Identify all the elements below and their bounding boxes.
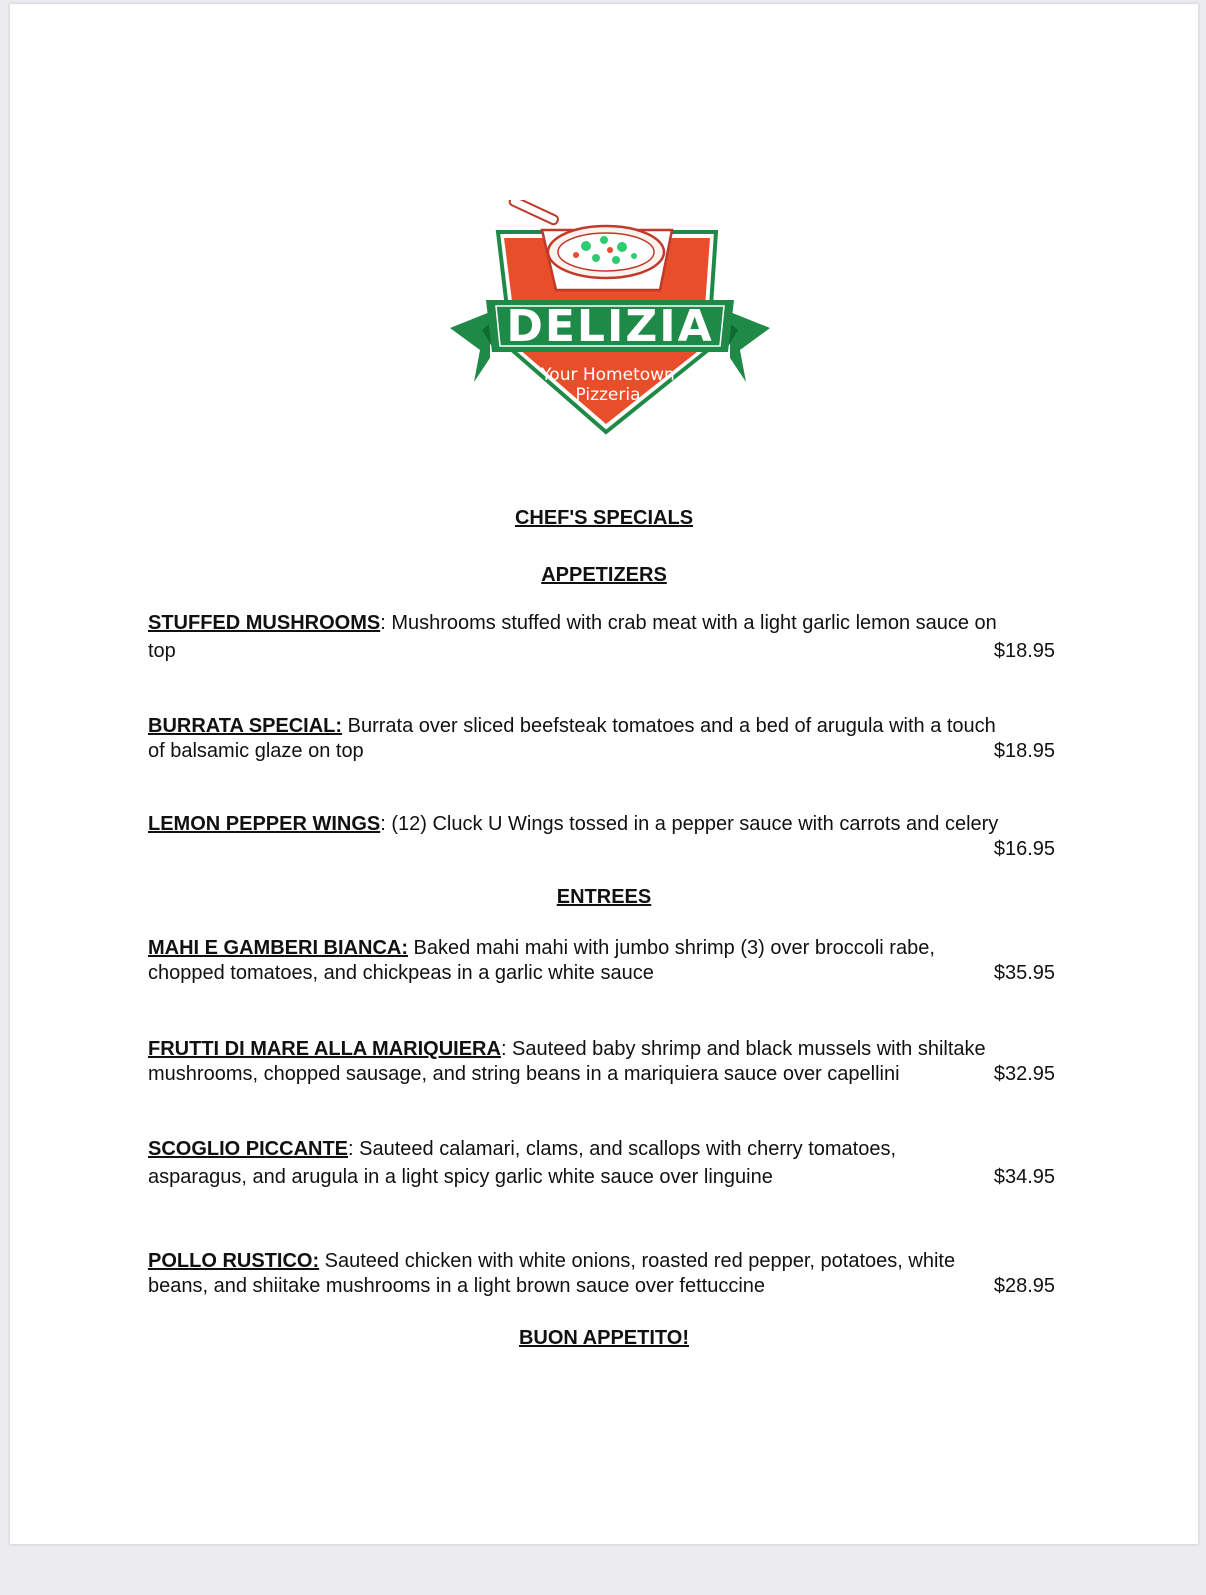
item-desc: Burrata over sliced beefsteak tomatoes and a bed of arugula with a touch [342,715,996,737]
item-desc: Sauteed chicken with white onions, roasted red pepper, potatoes, white [319,1250,956,1272]
entree-item [148,1249,1055,1299]
appetizers-heading: APPETIZERS [541,564,667,586]
item-price: $18.95 [993,740,1055,762]
entree-item [148,1137,1055,1190]
entree-item [148,936,1055,986]
item-desc: Mushrooms stuffed with crab meat with a light garlic lemon sauce on [385,612,997,634]
item-name: LEMON PEPPER WINGS [148,813,381,835]
appetizer-item [148,714,1055,764]
item-desc-cont: asparagus, and arugula in a light spicy garlic white sauce over linguine [148,1166,773,1188]
item-name: MAHI E GAMBERI BIANCA: [148,937,408,959]
delizia-logo [446,200,774,440]
item-desc-cont: of balsamic glaze on top [148,740,364,762]
item-desc: Sauteed calamari, clams, and scallops with cherry tomatoes, [353,1138,897,1160]
item-desc-cont: mushrooms, chopped sausage, and string beans in a mariquiera sauce over capellini [148,1063,900,1085]
closing-heading: BUON APPETITO! [518,1327,689,1349]
item-desc-cont: beans, and shiitake mushrooms in a light brown sauce over fettuccine [148,1275,766,1297]
item-desc: Sauteed baby shrimp and black mussels with shiltake [506,1038,986,1060]
item-name: POLLO RUSTICO: [148,1250,320,1272]
entrees-heading: ENTREES [556,886,652,908]
appetizer-item [148,611,1055,664]
item-name: FRUTTI DI MARE ALLA MARIQUIERA [148,1038,501,1060]
item-name: SCOGLIO PICCANTE [148,1138,349,1160]
menu-page [10,4,1198,1544]
item-sep: : [500,1038,507,1060]
item-price: $18.95 [993,640,1055,662]
item-desc: (12) Cluck U Wings tossed in a pepper sauce with carrots and celery [385,813,999,835]
item-desc-cont: chopped tomatoes, and chickpeas in a garlic white sauce [148,962,654,984]
item-name: STUFFED MUSHROOMS [148,612,381,634]
appetizer-item [148,812,1055,862]
item-sep: : [380,813,386,835]
item-desc-cont: top [148,640,176,662]
entree-item [148,1037,1055,1087]
logo-tagline-2: Pizzeria [575,385,641,405]
item-name: BURRATA SPECIAL: [148,715,343,737]
item-desc: Baked mahi mahi with jumbo shrimp (3) over broccoli rabe, [408,937,935,959]
item-price: $28.95 [993,1275,1055,1297]
item-price: $35.95 [993,962,1055,984]
item-price: $16.95 [993,838,1055,860]
item-price: $32.95 [993,1063,1055,1085]
item-price: $34.95 [993,1166,1055,1188]
logo-brand: DELIZIA [506,301,714,352]
item-sep: : [380,612,386,634]
chefs-specials-heading: CHEF'S SPECIALS [514,507,694,529]
logo-tagline-1: Your Hometown [541,365,675,385]
item-sep: : [348,1138,354,1160]
